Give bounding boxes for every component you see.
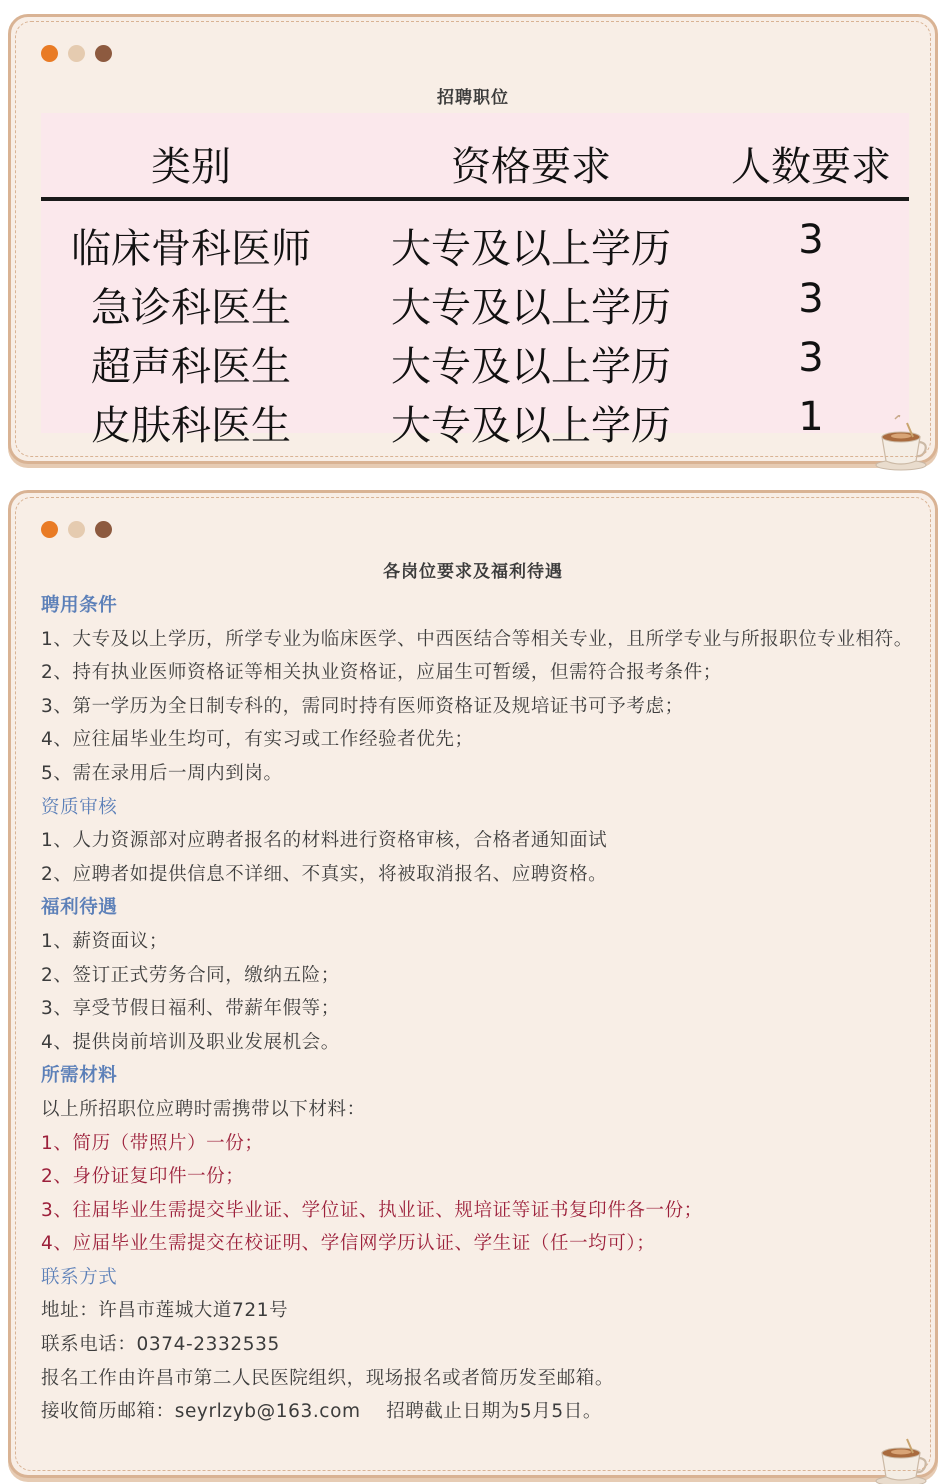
- row-category: 临床骨科医师: [71, 226, 311, 272]
- section-heading-materials: 所需材料: [41, 1065, 118, 1087]
- section-heading-review: 资质审核: [41, 796, 118, 818]
- table-row: [41, 388, 909, 447]
- header-divider: [41, 197, 909, 201]
- list-item: 1、薪资面议；: [41, 930, 168, 952]
- orange-dot-icon: [41, 521, 58, 538]
- header-count: 人数要求: [731, 144, 891, 190]
- coffee-cup-icon: [875, 1431, 929, 1484]
- section-heading-hiring: 聘用条件: [41, 595, 118, 616]
- positions-table: [41, 113, 909, 449]
- contact-address: 地址：许昌市莲城大道721号: [41, 1300, 289, 1322]
- list-item: 1、简历（带照片）一份；: [41, 1132, 264, 1154]
- brown-dot-icon: [95, 521, 112, 538]
- table-row: [41, 329, 909, 388]
- beige-dot-icon: [68, 521, 85, 538]
- list-item: 1、人力资源部对应聘者报名的材料进行资格审核，合格者通知面试: [41, 830, 608, 852]
- contact-organizer: 报名工作由许昌市第二人民医院组织，现场报名或者简历发至邮箱。: [41, 1367, 615, 1389]
- contact-phone: 联系电话：0374-2332535: [41, 1334, 280, 1356]
- coffee-cup-icon: [875, 415, 929, 471]
- orange-dot-icon: [41, 45, 58, 62]
- positions-card: [8, 14, 938, 464]
- materials-intro: 以上所招职位应聘时需携带以下材料：: [41, 1098, 366, 1120]
- details-content: [41, 589, 915, 1429]
- list-item: 4、应届毕业生需提交在校证明、学信网学历认证、学生证（任一均可）；: [41, 1233, 656, 1255]
- list-item: 4、提供岗前培训及职业发展机会。: [41, 1031, 340, 1053]
- header-category: 类别: [151, 144, 231, 190]
- list-item: 1、大专及以上学历，所学专业为临床医学、中西医结合等相关专业，且所学专业与所报职位专业相符。: [41, 628, 913, 650]
- list-item: 2、持有执业医师资格证等相关执业资格证，应届生可暂缓，但需符合报考条件；: [41, 662, 722, 684]
- row-category: 皮肤科医生: [91, 403, 291, 449]
- row-count: 1: [798, 394, 824, 440]
- row-requirement: 大专及以上学历: [391, 344, 671, 390]
- row-requirement: 大专及以上学历: [391, 403, 671, 449]
- row-category: 急诊科医生: [91, 285, 291, 331]
- beige-dot-icon: [68, 45, 85, 62]
- details-title: 各岗位要求及福利待遇: [383, 562, 563, 582]
- brown-dot-icon: [95, 45, 112, 62]
- contact-email[interactable]: 接收简历邮箱：seyrlzyb@163.com 招聘截止日期为5月5日。: [41, 1401, 602, 1423]
- row-count: 3: [798, 335, 824, 381]
- row-category: 超声科医生: [91, 344, 291, 390]
- table-row: [41, 270, 909, 329]
- list-item: 5、需在录用后一周内到岗。: [41, 762, 283, 784]
- list-item: 2、身份证复印件一份；: [41, 1166, 245, 1188]
- list-item: 3、第一学历为全日制专科的，需同时持有医师资格证及规培证书可予考虑；: [41, 695, 684, 717]
- row-count: 3: [798, 217, 824, 263]
- row-requirement: 大专及以上学历: [391, 226, 671, 272]
- table-header: [41, 113, 909, 199]
- list-item: 3、享受节假日福利、带薪年假等；: [41, 998, 340, 1020]
- section-heading-contact: 联系方式: [41, 1266, 118, 1288]
- table-row: [41, 211, 909, 270]
- row-requirement: 大专及以上学历: [391, 285, 671, 331]
- list-item: 2、应聘者如提供信息不详细、不真实，将被取消报名、应聘资格。: [41, 863, 608, 885]
- details-card: [8, 490, 938, 1478]
- row-count: 3: [798, 276, 824, 322]
- positions-title: 招聘职位: [437, 88, 509, 108]
- window-dots: [41, 45, 112, 62]
- list-item: 3、往届毕业生需提交毕业证、学位证、执业证、规培证等证书复印件各一份；: [41, 1199, 703, 1221]
- window-dots: [41, 521, 112, 538]
- section-heading-benefits: 福利待遇: [41, 897, 118, 919]
- list-item: 4、应往届毕业生均可，有实习或工作经验者优先；: [41, 729, 474, 751]
- list-item: 2、签订正式劳务合同，缴纳五险；: [41, 964, 340, 986]
- header-requirement: 资格要求: [451, 144, 611, 190]
